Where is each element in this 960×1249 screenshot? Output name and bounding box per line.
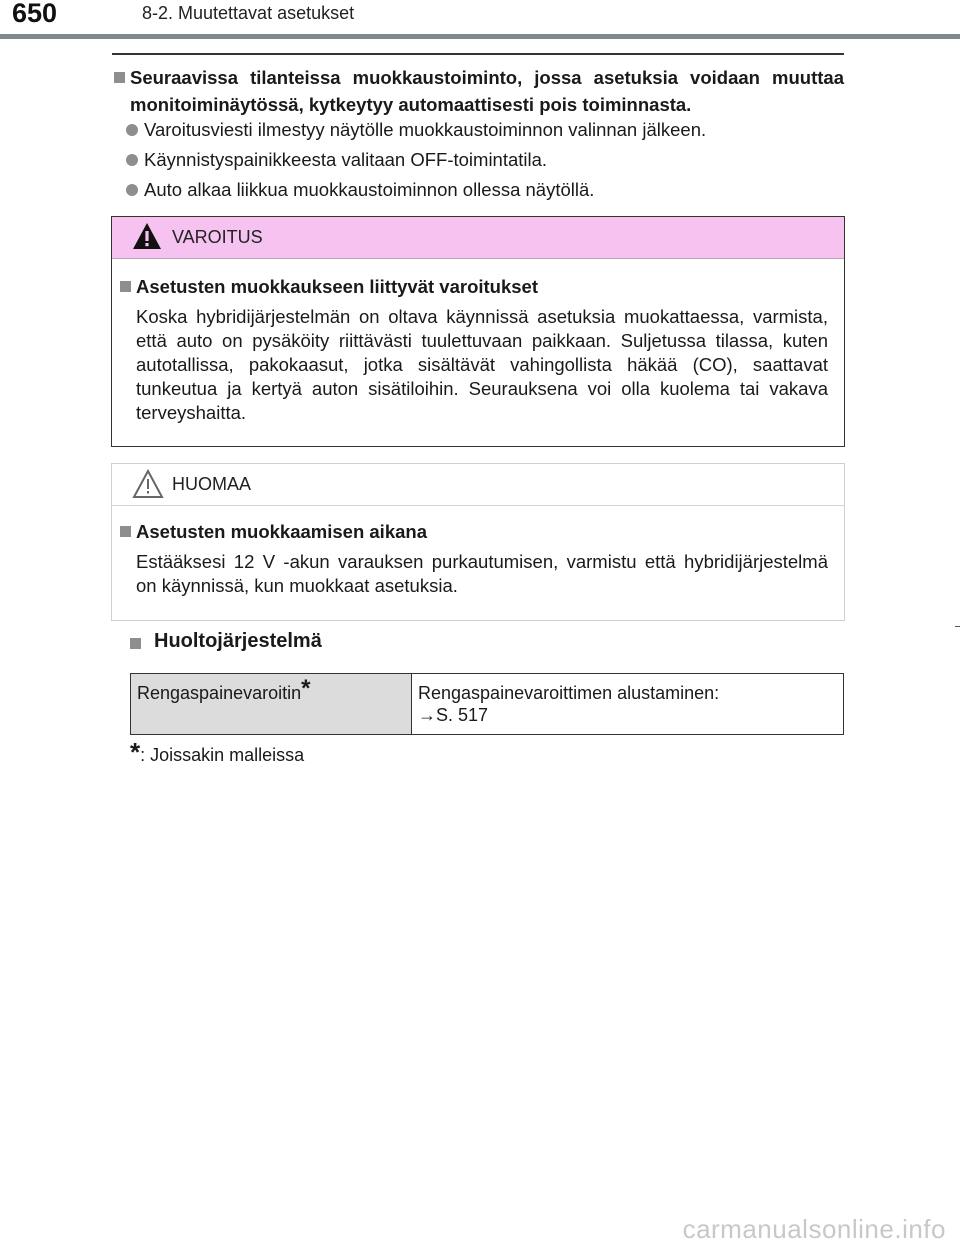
intro-bullet: Käynnistyspainikkeesta valitaan OFF-toimintatila. <box>126 148 846 172</box>
top-divider <box>112 53 844 55</box>
round-bullet-icon <box>126 184 138 196</box>
notice-text: Estääksesi 12 V -akun varauksen purkautumisen, varmistu että hybridijärjestelmä on käynnissä, kun muokkaat asetuksia. <box>136 551 828 596</box>
footnote: *: Joissakin malleissa <box>130 737 305 767</box>
table-label-cell: Rengaspainevaroitin* <box>131 674 412 735</box>
page-number: 650 <box>12 0 58 28</box>
round-bullet-icon <box>126 154 138 166</box>
warning-header <box>112 217 844 259</box>
table-row <box>131 674 844 735</box>
arrow-right-icon: → <box>418 705 436 725</box>
warning-box <box>111 216 845 447</box>
warning-text: Koska hybridijärjestelmän on oltava käynnissä asetuksia muokattaessa, varmista, että auto on pysäköity riittävästi tuulettuvaan paikkaan. Suljetussa tilassa, kuten autotallissa, pakokaasut, jotka sisältävät vahingollista häkää (CO), saattavat tunkeutua ja kertyä auton sisätiloihin. Seurauksena voi olla kuolema tai vakava terveyshaitta. <box>136 306 828 423</box>
warning-title: Asetusten muokkaukseen liittyvät varoitukset <box>116 275 828 299</box>
round-bullet-icon <box>126 124 138 136</box>
notice-label: HUOMAA <box>172 474 252 494</box>
intro-bullet: Auto alkaa liikkua muokkaustoiminnon ollessa näytöllä. <box>126 178 846 202</box>
square-bullet-icon <box>120 281 131 292</box>
notice-header <box>112 464 844 506</box>
maintenance-table <box>130 673 844 735</box>
header-rule <box>0 34 960 39</box>
warning-triangle-icon <box>132 222 162 250</box>
maintenance-heading: Huoltojärjestelmä <box>130 630 322 653</box>
square-bullet-icon <box>120 526 131 537</box>
warning-label: VAROITUS <box>172 227 263 247</box>
page-reference[interactable]: →S. 517 <box>418 705 489 725</box>
watermark: carmanualsonline.info <box>682 1214 946 1244</box>
square-bullet-icon <box>114 72 125 83</box>
intro-heading: Seuraavissa tilanteissa muokkaustoiminto, jossa asetuksia voidaan muuttaa monitoiminäytössä, kytkeytyy automaattisesti pois toiminnasta. <box>114 64 844 118</box>
intro-bullet: Varoitusviesti ilmestyy näytölle muokkaustoiminnon valinnan jälkeen. <box>126 118 846 142</box>
notice-title: Asetusten muokkaamisen aikana <box>116 520 828 544</box>
notice-box <box>111 463 845 621</box>
edge-mark <box>955 626 960 627</box>
square-bullet-icon <box>130 638 141 649</box>
table-desc-cell: Rengaspainevaroittimen alustaminen: →S. 517 <box>412 674 844 735</box>
section-title: 8-2. Muutettavat asetukset <box>142 3 355 23</box>
caution-triangle-outline-icon <box>132 469 164 499</box>
